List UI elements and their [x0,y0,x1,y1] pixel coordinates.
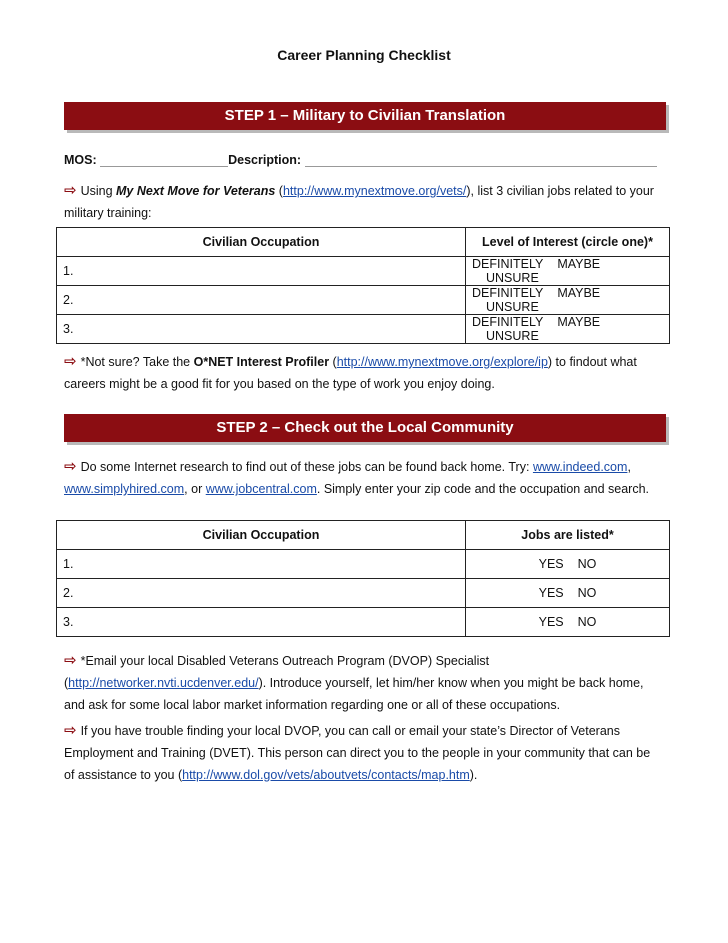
page-title: Career Planning Checklist [277,47,451,63]
jobs-listed-header: Jobs are listed* [466,521,670,550]
mos-line [64,152,664,167]
row-number[interactable]: 1. [57,550,466,579]
dvop-email-note: ⇨ *Email your local Disabled Veterans Outreach Program (DVOP) Specialist (http://networker.nvti.ucdenver.edu/). Introduce yourself, let him/her know when you might be back home, and ask for some local labor market information regarding one or all of these occupations. [64,652,644,712]
choice-no[interactable]: NO [577,615,597,629]
choice-unsure[interactable]: UNSURE [486,271,539,285]
interest-choices [466,286,670,315]
interest-profiler-link[interactable]: http://www.mynextmove.org/explore/ip [336,355,548,369]
step2-intro: ⇨ Do some Internet research to find out of these jobs can be found back home. Try: www.indeed.com, www.simplyhired.com, or www.jobcentral.com. Simply enter your zip code and the occupation and search. [64,458,650,496]
choice-definitely[interactable]: DEFINITELY [472,286,544,300]
choice-unsure[interactable]: UNSURE [486,300,539,314]
table-header [57,228,670,257]
row-number[interactable]: 1. [57,257,466,286]
table-row [57,550,670,579]
simplyhired-link[interactable]: www.simplyhired.com [64,482,185,496]
row-number[interactable]: 2. [57,579,466,608]
yes-no-choices [466,608,670,637]
jobcentral-link[interactable]: www.jobcentral.com [205,482,317,496]
next-move-title: My Next Move for Veterans [116,184,276,198]
right-arrow-icon: ⇨ [64,652,77,669]
choice-yes[interactable]: YES [538,586,564,600]
choice-yes[interactable]: YES [538,615,564,629]
table-row [57,608,670,637]
table-row [57,257,670,286]
row-number[interactable]: 2. [57,286,466,315]
step1-intro: ⇨ Using My Next Move for Veterans (http://www.mynextmove.org/vets/), list 3 civilian jobs related to your military training: [64,182,654,220]
choice-definitely[interactable]: DEFINITELY [472,315,544,329]
right-arrow-icon: ⇨ [64,353,77,370]
interest-choices [466,315,670,344]
choice-no[interactable]: NO [577,586,597,600]
table-row [57,315,670,344]
right-arrow-icon: ⇨ [64,722,77,739]
choice-definitely[interactable]: DEFINITELY [472,257,544,271]
step1-note: ⇨ *Not sure? Take the O*NET Interest Profiler (http://www.mynextmove.org/explore/ip) to findout what careers might be a good fit for you based on the type of work you enjoy doing. [64,353,637,391]
mos-field[interactable] [100,152,228,167]
jobs-table [56,520,670,637]
dvet-note: ⇨ If you have trouble finding your local DVOP, you can call or email your state’s Director of Veterans Employment and Training (DVET). This person can direct you to the people in your community that can be of assistance to you (http://www.dol.gov/vets/aboutvets/contacts/map.htm). [64,722,651,782]
choice-maybe[interactable]: MAYBE [557,315,601,329]
choice-maybe[interactable]: MAYBE [557,257,601,271]
choice-unsure[interactable]: UNSURE [486,329,539,343]
row-number[interactable]: 3. [57,315,466,344]
table-header [57,521,670,550]
step2-banner: STEP 2 – Check out the Local Community [64,414,666,442]
dvop-link[interactable]: http://networker.nvti.ucdenver.edu/ [68,676,259,690]
interest-header: Level of Interest (circle one)* [466,228,670,257]
row-number[interactable]: 3. [57,608,466,637]
right-arrow-icon: ⇨ [64,182,77,199]
occupation-header: Civilian Occupation [57,521,466,550]
next-move-link[interactable]: http://www.mynextmove.org/vets/ [282,184,467,198]
indeed-link[interactable]: www.indeed.com [532,460,628,474]
occupation-header: Civilian Occupation [57,228,466,257]
mos-label: MOS: [64,153,97,167]
table-row [57,286,670,315]
table-row [57,579,670,608]
choice-maybe[interactable]: MAYBE [557,286,601,300]
dol-contacts-link[interactable]: http://www.dol.gov/vets/aboutvets/contacts/map.htm [182,768,470,782]
yes-no-choices [466,550,670,579]
choice-no[interactable]: NO [577,557,597,571]
choice-yes[interactable]: YES [538,557,564,571]
right-arrow-icon: ⇨ [64,458,77,475]
interest-profiler-name: O*NET Interest Profiler [193,355,330,369]
step1-banner: STEP 1 – Military to Civilian Translation [64,102,666,130]
interest-choices [466,257,670,286]
description-label: Description: [228,153,302,167]
yes-no-choices [466,579,670,608]
description-field[interactable] [305,152,657,167]
interest-table [56,227,670,344]
